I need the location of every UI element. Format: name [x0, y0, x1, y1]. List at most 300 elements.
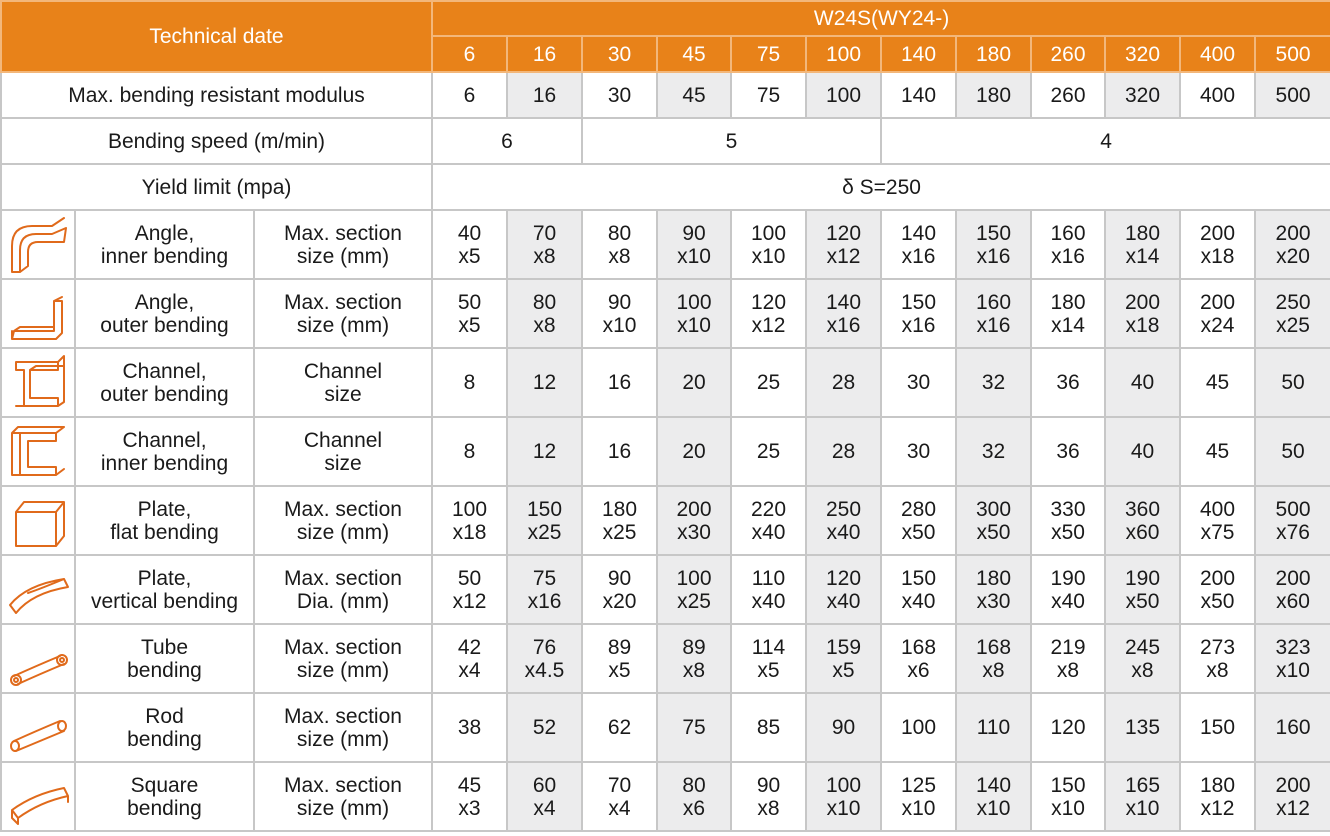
value-thickness: x60 — [1276, 589, 1310, 613]
value-thickness: x10 — [976, 796, 1011, 820]
section-param-label — [254, 417, 432, 486]
section-value — [1031, 624, 1105, 693]
table-row — [1, 693, 1330, 762]
value-main: 110 — [976, 716, 1011, 739]
section-value — [881, 762, 956, 831]
value-main: 200 — [1199, 221, 1236, 245]
value-main: 40 — [457, 221, 482, 245]
param-line: size (mm) — [296, 244, 390, 268]
model-col: 180 — [956, 36, 1031, 72]
value-thickness: x50 — [1125, 589, 1160, 613]
section-value — [432, 624, 507, 693]
profile-icon-cell — [1, 762, 75, 831]
value-main: 120 — [750, 290, 787, 314]
value-main: 50 — [1281, 371, 1305, 394]
section-value — [731, 555, 806, 624]
value-main: 160 — [1050, 221, 1086, 245]
section-value — [806, 279, 881, 348]
value-main: 85 — [756, 716, 781, 739]
profile-name — [75, 210, 254, 279]
value-main: 190 — [1124, 566, 1161, 590]
value-main: 135 — [1124, 716, 1161, 739]
profile-name-line: outer bending — [100, 313, 229, 337]
profile-name-line: inner bending — [100, 244, 229, 268]
section-value — [432, 693, 507, 762]
value-main: 50 — [457, 290, 482, 314]
section-value — [1105, 624, 1180, 693]
value-thickness: x3 — [458, 796, 481, 820]
value-main: 120 — [825, 566, 862, 590]
section-value — [1180, 693, 1255, 762]
value-thickness: x12 — [1276, 796, 1310, 820]
section-value — [1255, 279, 1330, 348]
table-row — [1, 486, 1330, 555]
value-main: 45 — [1205, 371, 1230, 394]
value-thickness: x4.5 — [524, 658, 565, 682]
section-value — [1031, 555, 1105, 624]
section-value — [432, 348, 507, 417]
value-thickness: x14 — [1125, 244, 1160, 268]
value-main: 180 — [1050, 290, 1086, 314]
section-value — [731, 693, 806, 762]
section-value — [507, 348, 582, 417]
section-value — [582, 348, 657, 417]
value-main: 200 — [1124, 290, 1161, 314]
param-line: Dia. (mm) — [296, 589, 390, 613]
profile-name — [75, 624, 254, 693]
section-value — [806, 417, 881, 486]
model-series: W24S(WY24-) — [432, 1, 1330, 36]
value-main: 89 — [682, 635, 706, 659]
value-thickness: x10 — [1276, 658, 1310, 682]
value-thickness: x8 — [1131, 658, 1154, 682]
section-value — [806, 693, 881, 762]
value-thickness: x4 — [533, 796, 556, 820]
value-main: 16 — [607, 371, 632, 394]
section-value — [731, 210, 806, 279]
value-main: 159 — [825, 635, 862, 659]
modulus-value: 180 — [956, 72, 1031, 118]
value-main: 100 — [750, 221, 787, 245]
value-thickness: x10 — [826, 796, 861, 820]
value-main: 12 — [532, 440, 557, 463]
section-value — [432, 555, 507, 624]
value-main: 219 — [1050, 635, 1086, 659]
value-thickness: x10 — [677, 313, 711, 337]
value-main: 90 — [831, 716, 856, 739]
value-thickness: x4 — [458, 658, 481, 682]
table-row — [1, 279, 1330, 348]
section-value — [881, 348, 956, 417]
value-main: 32 — [981, 371, 1006, 394]
param-label: Yield limit (mpa) — [1, 164, 432, 210]
value-thickness: x5 — [458, 313, 481, 337]
value-main: 42 — [457, 635, 482, 659]
section-value — [507, 417, 582, 486]
value-main: 45 — [1205, 440, 1230, 463]
section-value — [806, 210, 881, 279]
param-line: size (mm) — [296, 796, 390, 820]
value-main: 200 — [1275, 221, 1311, 245]
profile-name-line: Channel, — [122, 359, 207, 383]
param-line: size (mm) — [296, 658, 390, 682]
yield-limit-value: δ S=250 — [432, 164, 1330, 210]
profile-icon-cell — [1, 417, 75, 486]
modulus-value: 45 — [657, 72, 731, 118]
section-value — [657, 555, 731, 624]
section-value — [1031, 486, 1105, 555]
value-thickness: x5 — [757, 658, 780, 682]
table-row — [1, 624, 1330, 693]
value-thickness: x5 — [458, 244, 481, 268]
section-value — [582, 417, 657, 486]
section-value — [731, 762, 806, 831]
value-thickness: x8 — [533, 244, 556, 268]
square-bending-icon — [6, 766, 70, 828]
section-value — [1031, 693, 1105, 762]
value-thickness: x50 — [976, 520, 1011, 544]
profile-name-line: bending — [127, 658, 202, 682]
value-thickness: x40 — [826, 520, 861, 544]
profile-name-line: bending — [127, 796, 202, 820]
section-value — [432, 210, 507, 279]
section-value — [731, 624, 806, 693]
value-main: 165 — [1124, 773, 1161, 797]
value-main: 200 — [1275, 773, 1311, 797]
value-main: 75 — [532, 566, 557, 590]
modulus-value: 400 — [1180, 72, 1255, 118]
profile-name-line: Square — [130, 773, 199, 797]
section-value — [1255, 693, 1330, 762]
section-value — [956, 348, 1031, 417]
section-param-label — [254, 210, 432, 279]
plate-flat-bending-icon — [6, 490, 70, 552]
param-line: Max. section — [284, 635, 402, 659]
section-value — [1255, 210, 1330, 279]
plate-vertical-bending-icon — [6, 559, 70, 621]
table-row — [1, 118, 1330, 164]
section-value — [507, 210, 582, 279]
section-value — [657, 210, 731, 279]
section-value — [1105, 762, 1180, 831]
table-row — [1, 762, 1330, 831]
value-thickness: x16 — [976, 313, 1011, 337]
section-value — [1180, 762, 1255, 831]
profile-icon-cell — [1, 555, 75, 624]
section-value — [1180, 555, 1255, 624]
profile-name-line: vertical bending — [90, 589, 239, 613]
param-line: Max. section — [284, 290, 402, 314]
value-thickness: x5 — [832, 658, 855, 682]
value-main: 200 — [1199, 290, 1236, 314]
param-line: Max. section — [284, 221, 402, 245]
value-main: 125 — [900, 773, 937, 797]
modulus-value: 100 — [806, 72, 881, 118]
profile-name — [75, 348, 254, 417]
value-thickness: x40 — [751, 520, 786, 544]
section-value — [582, 486, 657, 555]
value-thickness: x40 — [901, 589, 936, 613]
value-thickness: x50 — [1051, 520, 1085, 544]
section-value — [582, 210, 657, 279]
modulus-value: 320 — [1105, 72, 1180, 118]
profile-name-line: bending — [127, 727, 202, 751]
model-col: 500 — [1255, 36, 1330, 72]
value-thickness: x6 — [682, 796, 706, 820]
section-value — [1031, 417, 1105, 486]
section-value — [507, 486, 582, 555]
table-row — [1, 164, 1330, 210]
value-main: 25 — [756, 440, 781, 463]
profile-name — [75, 693, 254, 762]
section-value — [657, 417, 731, 486]
value-thickness: x10 — [1125, 796, 1160, 820]
section-value — [806, 555, 881, 624]
value-main: 100 — [676, 566, 712, 590]
value-thickness: x12 — [751, 313, 786, 337]
param-line: Max. section — [284, 704, 402, 728]
param-line: Max. section — [284, 566, 402, 590]
param-line: Channel — [303, 428, 383, 452]
model-col: 260 — [1031, 36, 1105, 72]
value-thickness: x4 — [608, 796, 631, 820]
section-value — [881, 555, 956, 624]
profile-name-line: Tube — [140, 635, 189, 659]
value-main: 30 — [906, 371, 931, 394]
value-main: 80 — [607, 221, 632, 245]
value-thickness: x60 — [1125, 520, 1160, 544]
value-thickness: x14 — [1051, 313, 1085, 337]
modulus-value: 30 — [582, 72, 657, 118]
value-thickness: x10 — [901, 796, 936, 820]
param-line: Channel — [303, 359, 383, 383]
value-thickness: x30 — [677, 520, 711, 544]
section-value — [507, 279, 582, 348]
section-value — [1255, 555, 1330, 624]
value-main: 52 — [532, 716, 557, 739]
value-main: 140 — [900, 221, 937, 245]
value-thickness: x18 — [452, 520, 487, 544]
modulus-value: 16 — [507, 72, 582, 118]
model-col: 30 — [582, 36, 657, 72]
profile-name-line: Plate, — [137, 566, 192, 590]
table-title: Technical date — [1, 1, 432, 72]
profile-name — [75, 555, 254, 624]
value-main: 150 — [1050, 773, 1086, 797]
param-line: Max. section — [284, 773, 402, 797]
section-value — [657, 348, 731, 417]
param-line: size (mm) — [296, 313, 390, 337]
profile-name — [75, 762, 254, 831]
profile-name-line: Rod — [145, 704, 184, 728]
profile-icon-cell — [1, 210, 75, 279]
value-main: 140 — [825, 290, 862, 314]
value-thickness: x18 — [1125, 313, 1160, 337]
value-main: 100 — [900, 716, 937, 739]
value-main: 25 — [756, 371, 781, 394]
value-thickness: x25 — [677, 589, 711, 613]
value-main: 150 — [900, 566, 937, 590]
value-main: 36 — [1056, 371, 1080, 394]
value-main: 32 — [981, 440, 1006, 463]
value-main: 140 — [975, 773, 1012, 797]
value-main: 500 — [1275, 497, 1311, 521]
section-value — [881, 279, 956, 348]
param-line: size — [324, 451, 362, 475]
table-row — [1, 72, 1330, 118]
value-main: 220 — [750, 497, 787, 521]
value-main: 360 — [1124, 497, 1161, 521]
channel-outer-bending-icon — [6, 352, 70, 414]
section-value — [1105, 555, 1180, 624]
profile-icon-cell — [1, 279, 75, 348]
value-thickness: x30 — [976, 589, 1011, 613]
section-value — [1105, 693, 1180, 762]
section-value — [731, 486, 806, 555]
section-value — [1180, 210, 1255, 279]
value-main: 76 — [532, 635, 557, 659]
value-main: 12 — [532, 371, 557, 394]
section-value — [432, 762, 507, 831]
value-thickness: x8 — [757, 796, 780, 820]
section-value — [731, 279, 806, 348]
section-value — [806, 348, 881, 417]
value-main: 40 — [1130, 440, 1155, 463]
value-main: 200 — [1275, 566, 1311, 590]
section-value — [1255, 624, 1330, 693]
section-value — [582, 624, 657, 693]
value-thickness: x10 — [602, 313, 637, 337]
section-value — [582, 279, 657, 348]
param-label: Max. bending resistant modulus — [1, 72, 432, 118]
value-thickness: x20 — [602, 589, 637, 613]
value-thickness: x20 — [1276, 244, 1310, 268]
value-thickness: x25 — [527, 520, 562, 544]
section-value — [1180, 624, 1255, 693]
model-col: 400 — [1180, 36, 1255, 72]
section-value — [956, 210, 1031, 279]
value-main: 180 — [1199, 773, 1236, 797]
value-main: 40 — [1130, 371, 1155, 394]
value-thickness: x16 — [826, 313, 861, 337]
value-thickness: x50 — [901, 520, 936, 544]
section-param-label — [254, 486, 432, 555]
value-thickness: x24 — [1200, 313, 1235, 337]
profile-name-line: Angle, — [134, 290, 195, 314]
section-value — [657, 762, 731, 831]
modulus-value: 75 — [731, 72, 806, 118]
section-value — [1255, 762, 1330, 831]
value-main: 70 — [607, 773, 632, 797]
model-col: 16 — [507, 36, 582, 72]
table-row — [1, 417, 1330, 486]
value-main: 250 — [1275, 290, 1311, 314]
section-value — [1180, 486, 1255, 555]
section-value — [1180, 417, 1255, 486]
value-thickness: x16 — [1051, 244, 1085, 268]
value-main: 50 — [1281, 440, 1305, 463]
profile-name-line: Channel, — [122, 428, 207, 452]
value-main: 90 — [607, 566, 632, 590]
value-main: 250 — [825, 497, 862, 521]
section-param-label — [254, 762, 432, 831]
value-main: 50 — [457, 566, 482, 590]
value-main: 38 — [457, 716, 482, 739]
section-value — [806, 624, 881, 693]
section-value — [956, 486, 1031, 555]
modulus-value: 260 — [1031, 72, 1105, 118]
model-col: 45 — [657, 36, 731, 72]
section-value — [956, 417, 1031, 486]
value-main: 150 — [1199, 716, 1236, 739]
section-value — [956, 762, 1031, 831]
profile-name — [75, 279, 254, 348]
section-value — [582, 762, 657, 831]
value-thickness: x8 — [608, 244, 631, 268]
value-thickness: x8 — [1206, 658, 1229, 682]
value-main: 180 — [601, 497, 638, 521]
section-value — [731, 348, 806, 417]
section-value — [881, 693, 956, 762]
value-thickness: x40 — [751, 589, 786, 613]
section-param-label — [254, 348, 432, 417]
profile-icon-cell — [1, 693, 75, 762]
value-main: 168 — [900, 635, 937, 659]
rod-bending-icon — [6, 697, 70, 759]
modulus-value: 6 — [432, 72, 507, 118]
value-main: 150 — [900, 290, 937, 314]
value-thickness: x8 — [1056, 658, 1080, 682]
value-thickness: x75 — [1200, 520, 1235, 544]
value-main: 110 — [751, 566, 786, 590]
value-thickness: x16 — [976, 244, 1011, 268]
param-label: Bending speed (m/min) — [1, 118, 432, 164]
value-thickness: x10 — [677, 244, 711, 268]
value-thickness: x16 — [527, 589, 562, 613]
value-main: 200 — [1199, 566, 1236, 590]
section-value — [1031, 279, 1105, 348]
profile-name-line: Angle, — [134, 221, 195, 245]
profile-name — [75, 486, 254, 555]
value-main: 190 — [1050, 566, 1086, 590]
value-main: 160 — [1275, 716, 1311, 739]
section-value — [806, 486, 881, 555]
tube-bending-icon — [6, 628, 70, 690]
value-thickness: x5 — [608, 658, 631, 682]
section-value — [1180, 279, 1255, 348]
modulus-value: 500 — [1255, 72, 1330, 118]
value-main: 180 — [975, 566, 1012, 590]
value-main: 323 — [1275, 635, 1311, 659]
section-param-label — [254, 555, 432, 624]
value-thickness: x10 — [1051, 796, 1085, 820]
speed-group: 6 — [432, 118, 582, 164]
value-thickness: x18 — [1200, 244, 1235, 268]
param-line: size (mm) — [296, 520, 390, 544]
value-thickness: x6 — [907, 658, 930, 682]
section-param-label — [254, 279, 432, 348]
value-main: 300 — [975, 497, 1012, 521]
channel-inner-bending-icon — [6, 421, 70, 483]
section-value — [881, 624, 956, 693]
value-main: 16 — [607, 440, 632, 463]
section-value — [1255, 348, 1330, 417]
angle-inner-bending-icon — [6, 214, 70, 276]
section-value — [582, 555, 657, 624]
section-value — [956, 555, 1031, 624]
table-row — [1, 555, 1330, 624]
value-main: 180 — [1124, 221, 1161, 245]
